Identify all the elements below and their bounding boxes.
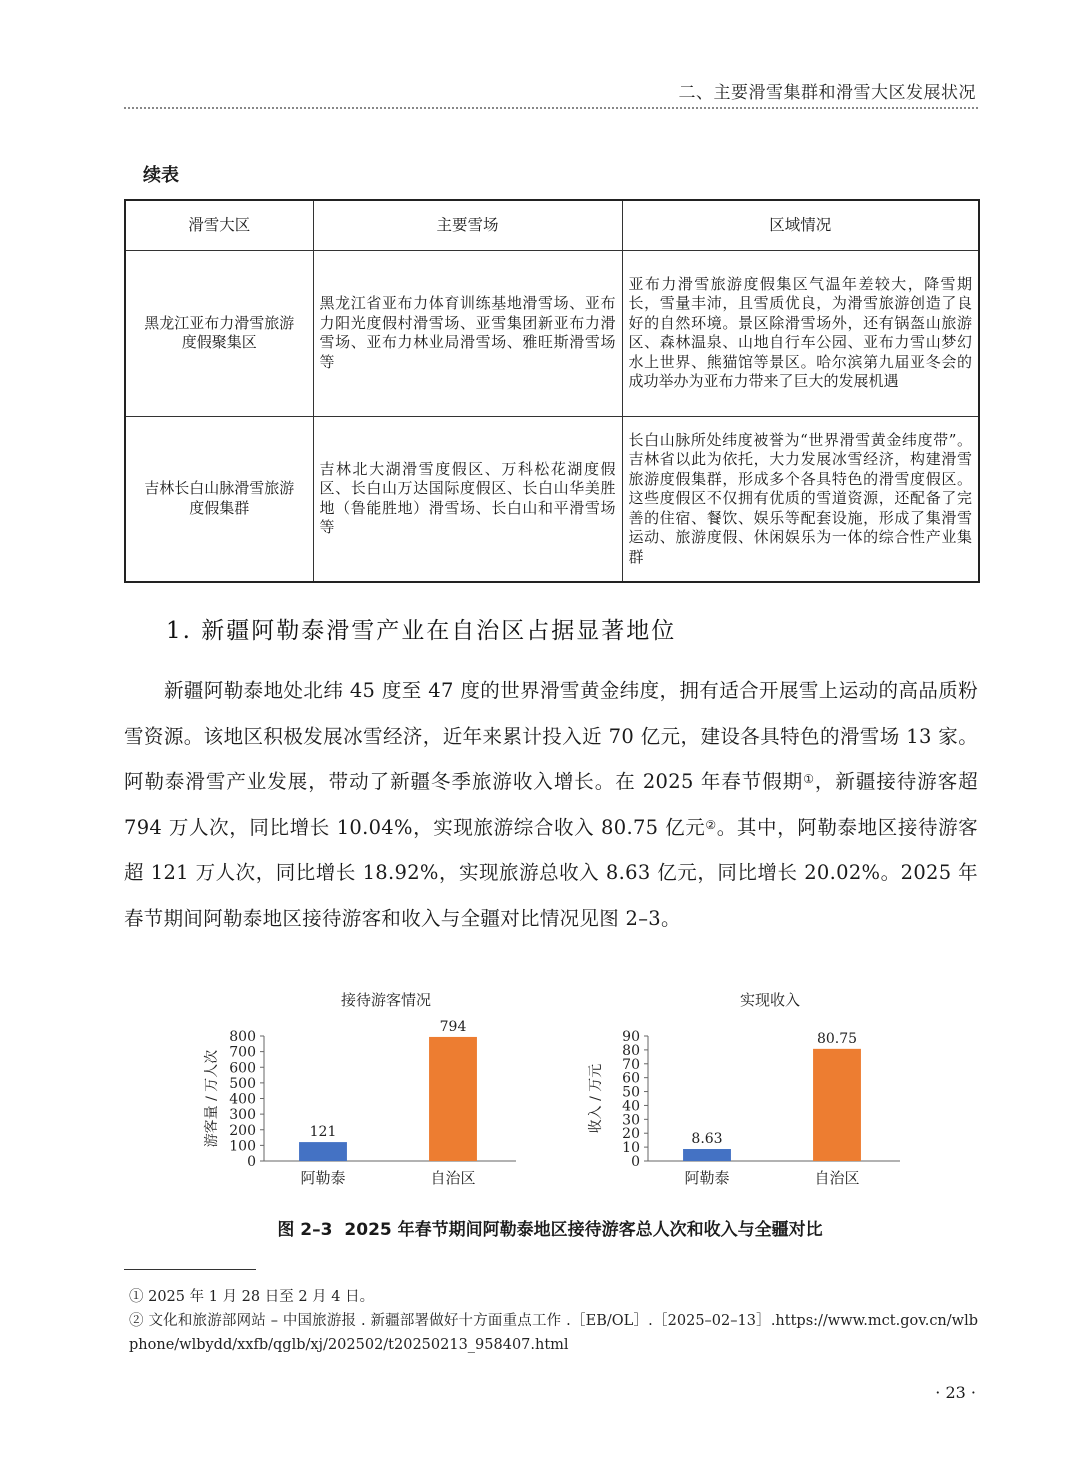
- y-tick-label: 40: [622, 1098, 640, 1115]
- x-tick-label: 自治区: [814, 1169, 860, 1187]
- cell-situation: 亚布力滑雪旅游度假集区气温年差较大，降雪期长，雪量丰沛，且雪质优良，为滑雪旅游创造了良好的自然环境。景区除滑雪场外，还有锅盔山旅游区、森林温泉、山地自行车公园、亚布力雪山梦幻水上世界、熊猫馆等景区。哈尔滨第九届亚冬会的成功举办为亚布力带来了巨大的发展机遇: [622, 250, 979, 416]
- y-tick-label: 500: [229, 1075, 256, 1092]
- paragraph-text-2: ，新疆接待游客超 794 万人次，同比增长 10.04%，实现旅游综合收入 80.75 亿元: [124, 770, 978, 839]
- chart-title: 接待游客情况: [340, 991, 432, 1009]
- column-header-resorts: 主要雪场: [313, 200, 622, 250]
- figure-number: 图 2–3: [277, 1220, 333, 1240]
- y-tick-label: 10: [622, 1140, 640, 1157]
- table-header-row: [125, 200, 979, 250]
- y-tick-label: 600: [229, 1060, 256, 1077]
- y-tick-label: 200: [229, 1122, 256, 1139]
- y-tick-label: 60: [622, 1070, 640, 1087]
- cell-region: 吉林长白山脉滑雪旅游度假集群: [125, 416, 313, 582]
- chart-visitors: [196, 985, 526, 1195]
- footnote-2: ② 文化和旅游部网站 – 中国旅游报 . 新疆部署做好十方面重点工作 .［EB/OL］.［2025–02–13］.https://www.mct.gov.cn/wlbphone/wlbydd/xxfb/qglb/xj/202502/t20250213_958407.html: [129, 1313, 978, 1353]
- column-header-situation: 区域情况: [622, 200, 979, 250]
- paragraph-text-3: 。其中，阿勒泰地区接待游客超 121 万人次，同比增长 18.92%，实现旅游总收入 8.63 亿元，同比增长 20.02%。2025 年春节期间阿勒泰地区接待游客和收入与全疆对比情况见图 2–3。: [124, 815, 978, 930]
- table-row: [125, 416, 979, 582]
- y-tick-label: 800: [229, 1029, 256, 1045]
- chart-svg: [196, 985, 526, 1195]
- section-heading: 1. 新疆阿勒泰滑雪产业在自治区占据显著地位: [166, 618, 677, 644]
- paragraph-text-1: 新疆阿勒泰地处北纬 45 度至 47 度的世界滑雪黄金纬度，拥有适合开展雪上运动的高品质粉雪资源。该地区积极发展冰雪经济，近年来累计投入近 70 亿元，建设各具特色的滑雪场 13 家。阿勒泰滑雪产业发展，带动了新疆冬季旅游收入增长。在 2025 年春节假期: [124, 679, 978, 793]
- y-tick-label: 0: [247, 1154, 256, 1170]
- x-tick-label: 自治区: [430, 1169, 476, 1187]
- y-tick-label: 80: [622, 1042, 640, 1059]
- table-continued-label: 续表: [143, 165, 179, 186]
- y-tick-label: 50: [622, 1084, 640, 1101]
- x-tick-label: 阿勒泰: [684, 1169, 730, 1187]
- footnote-ref-2[interactable]: ②: [705, 817, 717, 832]
- cell-situation: 长白山脉所处纬度被誉为“世界滑雪黄金纬度带”。吉林省以此为依托，大力发展冰雪经济，构建滑雪旅游度假集群，形成多个各具特色的滑雪度假区。这些度假区不仅拥有优质的雪道资源，还配备了完善的住宿、餐饮、娱乐等配套设施，形成了集滑雪运动、旅游度假、休闲娱乐为一体的综合性产业集群: [622, 416, 979, 582]
- cell-region: 黑龙江亚布力滑雪旅游度假聚集区: [125, 250, 313, 416]
- footnote-divider: [124, 1269, 256, 1270]
- x-tick-label: 阿勒泰: [300, 1169, 346, 1187]
- bar-data-label: 121: [309, 1124, 337, 1141]
- footnote-ref-1[interactable]: ①: [803, 772, 815, 786]
- cell-resorts: 黑龙江省亚布力体育训练基地滑雪场、亚布力阳光度假村滑雪场、亚雪集团新亚布力滑雪场、亚布力林业局滑雪场、雅旺斯滑雪场等: [313, 250, 622, 416]
- y-axis-label: 游客量 / 万人次: [204, 1049, 220, 1148]
- bar-region: [429, 1037, 477, 1161]
- bar-data-label: 794: [439, 1018, 467, 1035]
- y-tick-label: 700: [229, 1044, 256, 1061]
- y-tick-label: 90: [622, 1029, 640, 1045]
- bar-region: [813, 1049, 861, 1161]
- y-tick-label: 300: [229, 1107, 256, 1124]
- bar-altay: [299, 1142, 347, 1161]
- chart-title: 实现收入: [739, 991, 801, 1009]
- footnote-1: ① 2025 年 1 月 28 日至 2 月 4 日。: [129, 1289, 375, 1305]
- y-tick-label: 400: [229, 1091, 256, 1108]
- bar-altay: [683, 1149, 731, 1161]
- y-tick-label: 0: [631, 1154, 640, 1170]
- figure-caption: [0, 1215, 1080, 1240]
- footnotes: [124, 1285, 978, 1357]
- bar-data-label: 8.63: [691, 1131, 723, 1148]
- table-row: [125, 250, 979, 416]
- bar-data-label: 80.75: [816, 1030, 858, 1047]
- running-header: 二、主要滑雪集群和滑雪大区发展状况: [678, 83, 976, 103]
- page-number: · 23 ·: [935, 1383, 976, 1402]
- body-paragraph: [124, 668, 978, 941]
- y-tick-label: 100: [229, 1138, 256, 1155]
- y-tick-label: 30: [622, 1112, 640, 1129]
- ski-region-table: [124, 199, 980, 583]
- chart-revenue: [580, 985, 910, 1195]
- y-axis-label: 收入 / 万元: [588, 1063, 604, 1134]
- chart-svg: [580, 985, 910, 1195]
- y-tick-label: 20: [622, 1126, 640, 1143]
- cell-resorts: 吉林北大湖滑雪度假区、万科松花湖度假区、长白山万达国际度假区、长白山华美胜地（鲁能胜地）滑雪场、长白山和平滑雪场等: [313, 416, 622, 582]
- y-tick-label: 70: [622, 1056, 640, 1073]
- figure-caption-text: 2025 年春节期间阿勒泰地区接待游客总人次和收入与全疆对比: [344, 1220, 823, 1240]
- column-header-region: 滑雪大区: [125, 200, 313, 250]
- header-divider: [124, 107, 978, 109]
